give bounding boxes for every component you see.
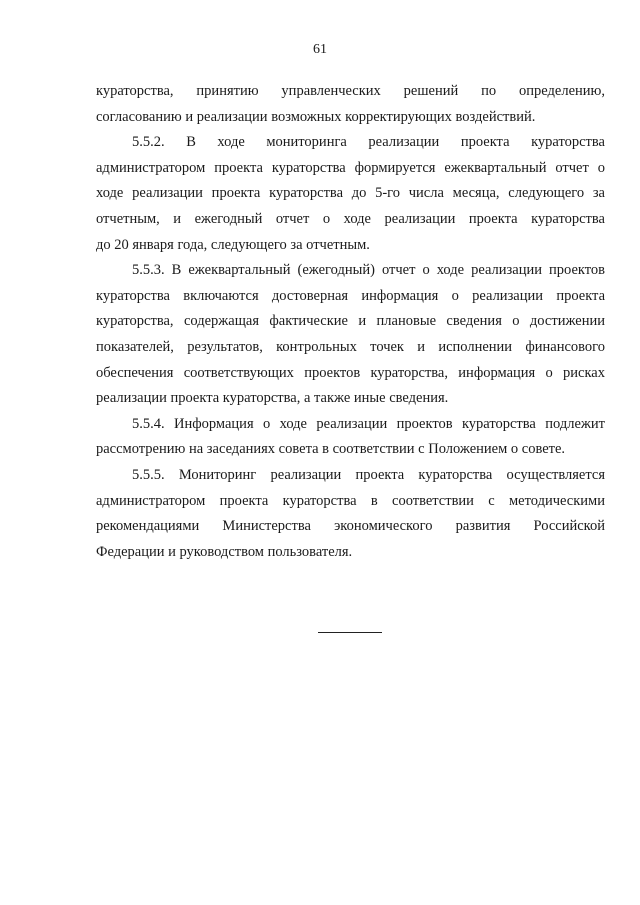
text-line: 5.5.5. Мониторинг реализации проекта кураторства осуществляется — [132, 466, 605, 483]
text-line: реализации проекта кураторства, а также иные сведения. — [96, 390, 449, 407]
text-line: кураторства, принятию управленческих решений по определению, — [96, 83, 605, 99]
text-line: показателей, результатов, контрольных точек и исполнении финансового — [96, 338, 605, 355]
text-line: рассмотрению на заседаниях совета в соответствии с Положением о совете. — [96, 441, 566, 458]
text-line: 5.5.3. В ежеквартальный (ежегодный) отчет о ходе реализации проектов — [132, 262, 605, 279]
text-line: рекомендациями Министерства экономического развития Российской — [96, 518, 605, 535]
page-number: 61 — [313, 42, 327, 57]
text-line: обеспечения соответствующих проектов кураторства, информация о рисках — [96, 364, 605, 381]
text-line: Федерации и руководством пользователя. — [96, 543, 353, 560]
text-line: до 20 января года, следующего за отчетным. — [96, 236, 370, 253]
end-rule — [318, 632, 382, 633]
text-line: администратором проекта кураторства формируется ежеквартальный отчет о — [96, 159, 605, 176]
text-line: 5.5.4. Информация о ходе реализации проектов кураторства подлежит — [132, 415, 605, 432]
paragraph-5-5-5 — [96, 463, 605, 565]
paragraph-5-5-3 — [96, 258, 605, 412]
body-text — [96, 79, 605, 565]
text-line: согласованию и реализации возможных корректирующих воздействий. — [96, 108, 536, 125]
text-line: ходе реализации проекта кураторства до 5-го числа месяца, следующего за — [96, 185, 605, 202]
paragraph-5-5-4 — [96, 412, 605, 463]
paragraph-5-5-2 — [96, 130, 605, 258]
text-line: кураторства включаются достоверная информация о реализации проекта — [96, 287, 605, 304]
paragraph-continuation — [96, 79, 605, 130]
text-line: 5.5.2. В ходе мониторинга реализации проекта кураторства — [132, 134, 605, 151]
text-line: администратором проекта кураторства в соответствии с методическими — [96, 492, 605, 509]
text-line: кураторства, содержащая фактические и плановые сведения о достижении — [96, 313, 605, 330]
text-line: отчетным, и ежегодный отчет о ходе реализации проекта кураторства — [96, 210, 605, 227]
